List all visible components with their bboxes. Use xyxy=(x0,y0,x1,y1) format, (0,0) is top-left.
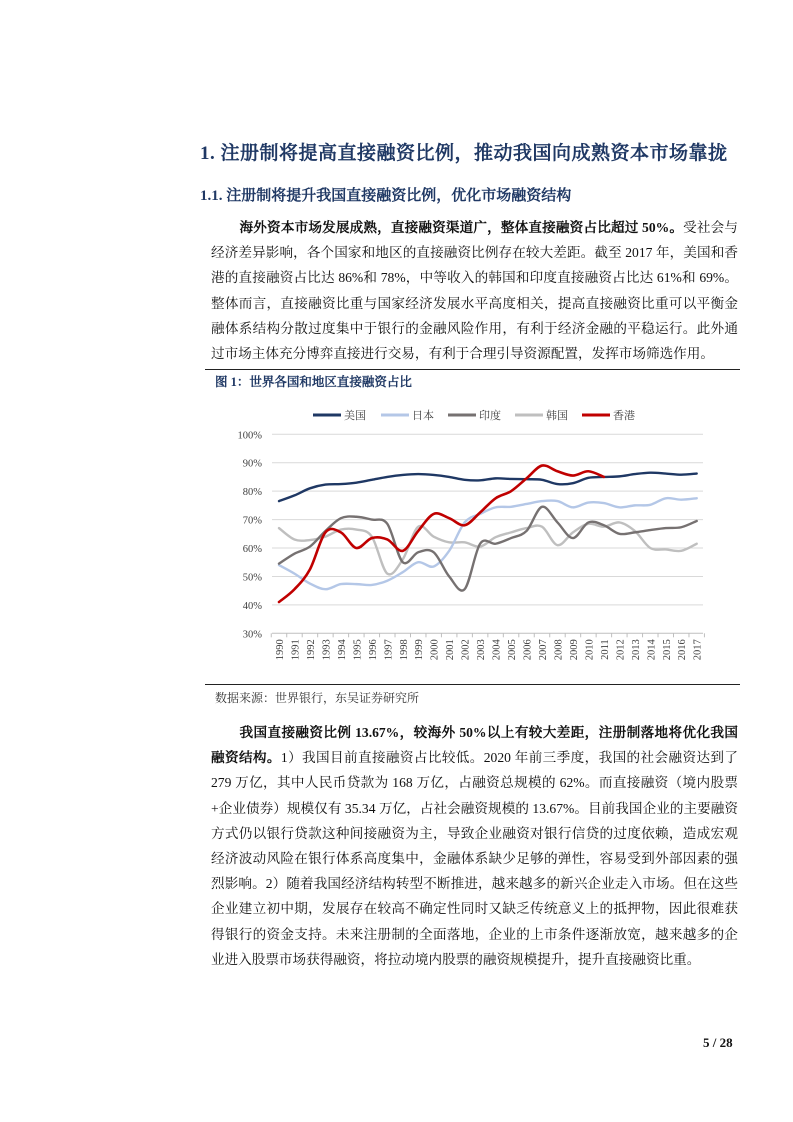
figure-source: 数据来源：世界银行，东吴证券研究所 xyxy=(215,691,420,705)
y-tick-label: 30% xyxy=(242,629,262,641)
section-heading-1: 1. 注册制将提高直接融资比例，推动我国向成熟资本市场靠拢 xyxy=(200,143,728,164)
paragraph-lead: 我国直接融资比例 13.67%，较海外 50%以上有较大差距，注册制落地将优化我国融资结构。 xyxy=(211,725,738,766)
y-tick-label: 40% xyxy=(242,600,262,612)
x-tick-label: 1990 xyxy=(275,639,286,661)
legend-label: 韩国 xyxy=(546,410,568,422)
y-tick-label: 80% xyxy=(242,487,262,499)
x-tick-label: 1998 xyxy=(398,639,410,661)
section-heading-1-1: 1.1. 注册制将提升我国直接融资比例，优化市场融资结构 xyxy=(200,188,572,204)
paragraph-overseas-markets xyxy=(211,215,738,366)
x-tick-label: 2011 xyxy=(599,639,611,660)
y-tick-label: 100% xyxy=(237,430,262,442)
x-tick-label: 2013 xyxy=(630,639,642,661)
x-tick-label: 2009 xyxy=(568,639,580,661)
x-tick-label: 2010 xyxy=(584,639,596,661)
x-tick-label: 1994 xyxy=(336,639,348,661)
x-tick-label: 2015 xyxy=(661,639,673,661)
x-tick-label: 2007 xyxy=(537,639,549,661)
x-tick-label: 2001 xyxy=(445,639,457,661)
x-tick-label: 2017 xyxy=(692,639,704,661)
paragraph-lead: 海外资本市场发展成熟，直接融资渠道广，整体直接融资占比超过 50%。 xyxy=(239,220,684,235)
x-tick-label: 2008 xyxy=(553,639,565,661)
y-tick-label: 50% xyxy=(242,572,262,584)
x-tick-label: 2016 xyxy=(677,639,689,661)
y-tick-label: 90% xyxy=(242,458,262,470)
x-tick-label: 2005 xyxy=(507,639,519,661)
x-tick-label: 1993 xyxy=(321,639,333,661)
figure-top-rule xyxy=(205,369,740,370)
x-tick-label: 1992 xyxy=(305,639,317,661)
x-tick-label: 2002 xyxy=(460,639,472,661)
paragraph-china-financing xyxy=(211,720,738,972)
paragraph-body: 受社会与经济差异影响，各个国家和地区的直接融资比例存在较大差距。截至 2017 年，美国和香港的直接融资占比达 86%和 78%，中等收入的韩国和印度直接融资占比达 61%和 69%。整体而言，直接融资比重与国家经济发展水平高度相关，提高直接融资比重可以平衡金融体系结构分散过度集中于银行的金融风险作用，有利于经济金融的平稳运行。此外通过市场主体充分博弈直接进行交易，有利于合理引导资源配置，发挥市场筛选作用。 xyxy=(211,220,739,362)
series-line-0 xyxy=(279,473,697,501)
x-tick-label: 2012 xyxy=(615,639,627,661)
page-number: 5 / 28 xyxy=(703,1035,733,1050)
legend-label: 印度 xyxy=(479,410,501,422)
x-tick-label: 1997 xyxy=(383,639,395,661)
series-line-4 xyxy=(279,465,604,602)
legend-label: 香港 xyxy=(613,410,635,422)
y-tick-label: 70% xyxy=(242,515,262,527)
y-tick-label: 60% xyxy=(242,544,262,556)
line-chart xyxy=(205,395,715,685)
paragraph-body: 1）我国目前直接融资占比较低。2020 年前三季度，我国的社会融资达到了 279 万亿，其中人民币贷款为 168 万亿，占融资总规模的 62%。而直接融资（境内股票+企业债券）规模仅有 35.34 万亿，占社会融资规模的 13.67%。目前我国企业的主要融资方式仍以银行贷款这种间接融资为主，导致企业融资对银行信贷的过度依赖，造成宏观经济波动风险在银行体系高度集中，金融体系缺少足够的弹性，容易受到外部因素的强烈影响。2）随着我国经济结构转型不断推进，越来越多的新兴企业走入市场。但在这些企业建立初中期，发展存在较高不确定性同时又缺乏传统意义上的抵押物，因此很难获得银行的资金支持。未来注册制的全面落地，企业的上市条件逐渐放宽，越来越多的企业进入股票市场获得融资，将拉动境内股票的融资规模提升，提升直接融资比重。 xyxy=(211,750,738,967)
x-tick-label: 1996 xyxy=(367,639,379,661)
x-tick-label: 2014 xyxy=(646,639,658,661)
x-tick-label: 2004 xyxy=(491,639,503,661)
x-tick-label: 2003 xyxy=(476,639,488,661)
x-tick-label: 2006 xyxy=(522,639,534,661)
x-tick-label: 2000 xyxy=(429,639,441,661)
figure-bottom-rule xyxy=(205,684,740,685)
x-tick-label: 1999 xyxy=(414,639,426,661)
legend-label: 美国 xyxy=(344,410,366,422)
figure-caption: 图 1：世界各国和地区直接融资占比 xyxy=(215,375,412,389)
x-tick-label: 1991 xyxy=(290,639,302,661)
legend-label: 日本 xyxy=(412,410,434,422)
x-tick-label: 1995 xyxy=(352,639,364,661)
